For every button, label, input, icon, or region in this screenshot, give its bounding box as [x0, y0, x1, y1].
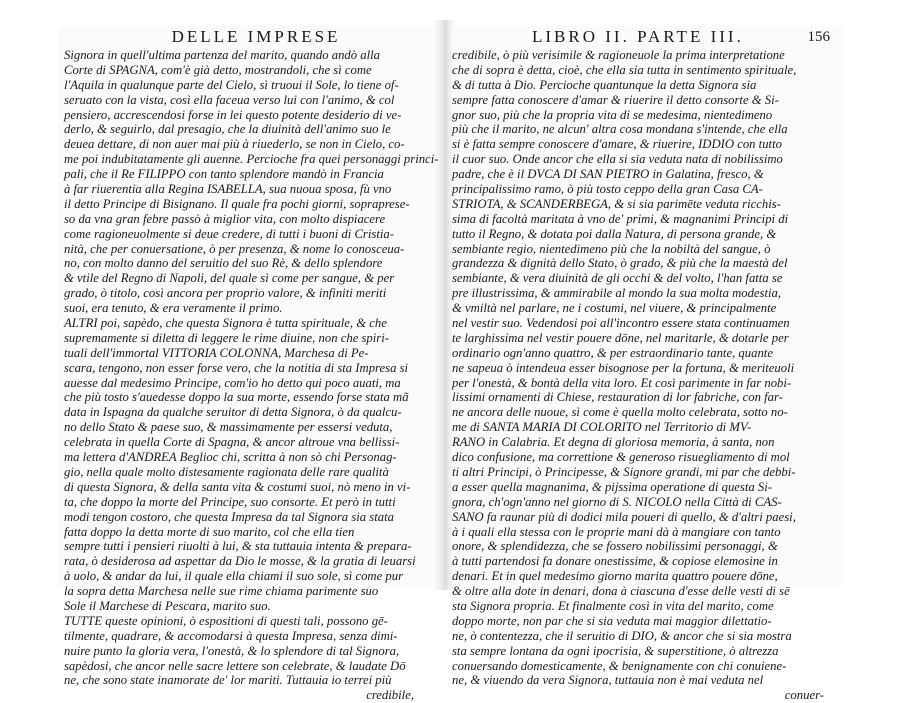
text-line: derlo, & seguirlo, dal presagio, che la diuinità dell'animo suo le — [64, 122, 391, 137]
text-line: più che il marito, ne alcun' altra cosa mondana s'intende, che ella — [452, 122, 788, 137]
text-line: ne, ò contentezza, che il seruitio di DIO, & ancor che si sia mostra — [452, 628, 792, 643]
text-line: pensiero, accrescendosi forse in lei questo potente desiderio di ve- — [64, 107, 402, 122]
text-line: fatta doppo la detta morte di suo marito, col che ella tien — [64, 524, 355, 539]
text-line: pre illustrissima, & ammirabile al mondo la sua molta modestia, — [452, 286, 782, 301]
text-line: à uolo, & andar da lui, il quale ella chiami il suo sole, sì come pur — [64, 569, 404, 584]
left-page — [58, 26, 439, 703]
page-number: 156 — [807, 29, 830, 45]
text-line: denari. Et in quel medesimo giorno marita quattro pouere dōne, — [452, 569, 778, 584]
text-line: Sole il Marchese di Pescara, marito suo. — [64, 598, 271, 613]
text-line: deuea dettare, di non auer mai più à riuederlo, se non in Cielo, co- — [64, 137, 405, 152]
text-line: modi tengon costoro, che questa Impresa da tal Signora sia stata — [64, 509, 394, 524]
text-line: STRIOTA, & SCANDERBEGA, & si sia parimēte veduta ricchis- — [452, 196, 781, 211]
text-line: grandezza & dignità dello Stato, ò grado, & più che la maestà del — [452, 256, 788, 271]
text-line: sempre fatta conoscere d'amar & riuerire il detto consorte & Si- — [452, 92, 779, 107]
text-line: tuali dell'immortal VITTORIA COLONNA, Marchesa di Pe- — [64, 345, 369, 360]
text-line: ne ancora delle nuoue, sì come è quella molto celebrata, sotto no- — [452, 405, 788, 420]
text-line: credibile, ò più verisimile & ragioneuole la prima interpretatione — [452, 48, 785, 62]
right-running-head-title: LIBRO II. PARTE III. — [532, 27, 744, 46]
text-line: come ragioneuolmente si deue credere, di tutti i buoni di Cristia- — [64, 226, 394, 241]
text-line: no, con molto danno del seruitio del suo Rè, & dello splendore — [64, 256, 383, 271]
text-line: sta sempre lontana da ogni ipocrisia, & superstitione, ò altrezza — [452, 643, 779, 658]
text-line: so da vna gran febre passò à miglior vita, con molto dispiacere — [64, 211, 386, 226]
right-running-head — [452, 26, 844, 48]
left-text-block — [58, 48, 439, 688]
text-line: me poi indubitatamente gli auenne. Percioche fra quei personaggi princi- — [64, 152, 439, 167]
right-page — [452, 26, 844, 703]
text-line: onore, & splendidezza, che se fossero nobilissimi personaggi, & — [452, 539, 778, 554]
text-line: celebrata in quella Corte di Spagna, & ancor altroue vna bellissi- — [64, 435, 400, 450]
text-line: & di tutta à Dio. Percioche quantunque la detta Signora sia — [452, 77, 757, 92]
text-line: ordinario ogn'anno quattro, & per estraordinario tante, quante — [452, 345, 773, 360]
text-line: SANO fa raunar più di dodici mila poueri di quello, & d'altri paesi, — [452, 509, 796, 524]
text-line: si è fatta sempre conoscere d'amare, & riuerire, IDDIO con tutto — [452, 137, 782, 152]
left-running-head: DELLE IMPRESE — [171, 27, 341, 46]
text-line: & vmiltà nel parlare, ne i costumi, nel viuere, & principalmente — [452, 301, 777, 316]
text-line: à tutti partendosi fa donare onestissime, & copiose elemosine in — [452, 554, 778, 569]
text-line: l'Aquila in qualunque parte del Cielo, sì truoui il Sole, lo tiene of- — [64, 77, 399, 92]
text-line: a esser quella magnanima, & pijssima operatione di questa Si- — [452, 479, 772, 494]
text-line: sapèdosi, che ancor nelle sacre lettere son celebrate, & laudate Dō — [64, 658, 406, 673]
text-line: il cuor suo. Onde ancor che ella si sia veduta nata di nobilissimo — [452, 152, 783, 167]
text-line: me di SANTA MARIA DI COLORITO nel Territorio di MV- — [452, 420, 752, 435]
text-line: sempre tutti i pensieri riuolti à lui, & sta tuttauia intenta & prepara- — [64, 539, 412, 554]
text-line: ta, che doppo la morte del Principe, suo consorte. Et però in tutti — [64, 494, 396, 509]
text-line: pali, che il Re FILIPPO con tanto splendore mandò in Francia — [64, 167, 384, 182]
text-line: gnora, ch'ogn'anno nel giorno di S. NICOLO nella Città di CAS- — [452, 494, 782, 509]
text-line: ma lettera d'ANDREA Beglioc chi, scritta à non sò chi Personag- — [64, 450, 397, 465]
text-line: grado, ò titolo, così ancora per proprio valore, & infiniti meriti — [64, 286, 387, 301]
text-line: sta Signora propria. Et finalmente così in vita del marito, come — [452, 598, 774, 613]
text-line: sembiante, & vera diuinità de gli occhi & del volto, l'han fatta se — [452, 271, 783, 286]
text-line: ALTRI poi, sapèdo, che questa Signora è tutta spirituale, & che — [64, 316, 387, 331]
text-line: & vtile del Regno di Napoli, del quale sì come per sangue, & per — [64, 271, 395, 286]
text-line: ne, & viuendo da vera Signora, tuttauia non è mai veduta nel — [452, 673, 764, 688]
text-line: sima di facoltà maritata à vno de' primi, & magnanimi Principi di — [452, 211, 789, 226]
text-line: rata, ò desiderosa ad aspettar da Dio le mosse, & la gratia di leuarsi — [64, 554, 416, 569]
text-line: ne sapeua ò intendeua esser bisognose per la fortuna, & meriteuoli — [452, 360, 795, 375]
text-line: data in Ispagna da qualche seruitor di detta Signora, ò da qualcu- — [64, 405, 402, 420]
right-catchword: conuer- — [784, 688, 824, 703]
text-line: gnor suo, più che la propria vita di se medesima, nientedimeno — [452, 107, 773, 122]
text-line: TUTTE queste opinioni, ò espositioni di questi tali, possono gē- — [64, 613, 388, 628]
text-line: no dello Stato & paese suo, & massimamente per essersi veduta, — [64, 420, 393, 435]
text-line: te larghissima nel vestir pouere dōne, nel maritarle, & dotarle per — [452, 330, 789, 345]
text-line: sembiante regio, nientedimeno più che la nobiltà del sangue, ò — [452, 241, 771, 256]
text-line: tilmente, quadrare, & accomodarsi à questa Impresa, senza dimi- — [64, 628, 398, 643]
text-line: nità, che per conuersatione, ò per presenza, & nome lo conosceua- — [64, 241, 405, 256]
text-line: principalissimo ramo, ò più tosto ceppo della gran Casa CA- — [452, 182, 763, 197]
text-line: Corte di SPAGNA, com'è già detto, mostrandoli, che sì come — [64, 62, 372, 77]
text-line: la sopra detta Marchesa nelle sue rime chiama parimente suo — [64, 584, 379, 599]
text-line: supremamente si diletta di leggere le rime diuine, non che spiri- — [64, 330, 389, 345]
text-line: ti altri Principi, ò Principesse, & Signore grandi, mi par che debbi- — [452, 464, 796, 479]
text-line: nel vestir suo. Vedendosi poi all'incontro essere stata continuamen — [452, 316, 790, 331]
text-line: suoi, era tenuto, & era veramente il primo. — [64, 301, 283, 316]
text-line: che di sopra è detta, cioè, che ella sia tutta in sentimento spirituale, — [452, 62, 797, 77]
text-line: conuersando domesticamente, & benignamente con chi conuiene- — [452, 658, 787, 673]
text-line: dico confusione, ma correttione & generoso risuegliamento di mol — [452, 450, 790, 465]
text-line: padre, che è il DVCA DI SAN PIETRO in Galatina, fresco, & — [452, 167, 764, 182]
text-line: à far riuerentia alla Regina ISABELLA, sua nuoua sposa, fù vno — [64, 182, 392, 197]
text-line: il detto Principe di Bisignano. Il quale fra pochi giorni, sopraprese- — [64, 196, 410, 211]
left-catchword: credibile, — [366, 688, 414, 703]
text-line: Signora in quell'ultima partenza del marito, quando andò alla — [64, 48, 381, 62]
text-line: lissimi ornamenti di Chiese, restauration di lor fabriche, con far- — [452, 390, 783, 405]
text-line: per l'onestà, & bontà della vita loro. Et così parimente in far nobi- — [452, 375, 792, 390]
text-line: & oltre alla dote in denari, dona à ciascuna d'esse delle vesti di sē — [452, 584, 790, 599]
right-text-block — [452, 48, 844, 688]
text-line: auesse dal medesimo Principe, com'io ho detto qui poco auati, ma — [64, 375, 401, 390]
text-line: seruato con la vista, così ella faceua verso lui con l'animo, & col — [64, 92, 395, 107]
text-line: scara, tengono, non esser forse vero, che la notitia di sta Impresa si — [64, 360, 409, 375]
text-line: che più tosto s'auedesse doppo la sua morte, essendo forse stata mã — [64, 390, 409, 405]
text-line: nuire punto la gloria vera, l'onestà, & lo splendore di tal Signora, — [64, 643, 400, 658]
text-line: ne, che sono state inamorate de' lor mariti. Tuttauia io terrei più — [64, 673, 392, 688]
text-line: RANO in Calabria. Et degna di gloriosa memoria, à santa, non — [452, 435, 775, 450]
text-line: doppo morte, non par che si sia veduta mai maggior dilettatio- — [452, 613, 772, 628]
text-line: gio, nella quale molto distesamente ragionata delle rare qualità — [64, 464, 389, 479]
text-line: à i quali ella stessa con le proprie mani dà à mangiare con tanto — [452, 524, 781, 539]
text-line: di questa Signora, & della santa vita & costumi suoi, nò meno in vi- — [64, 479, 411, 494]
text-line: tutto il Regno, & dotata poi dalla Natura, di persona grande, & — [452, 226, 777, 241]
